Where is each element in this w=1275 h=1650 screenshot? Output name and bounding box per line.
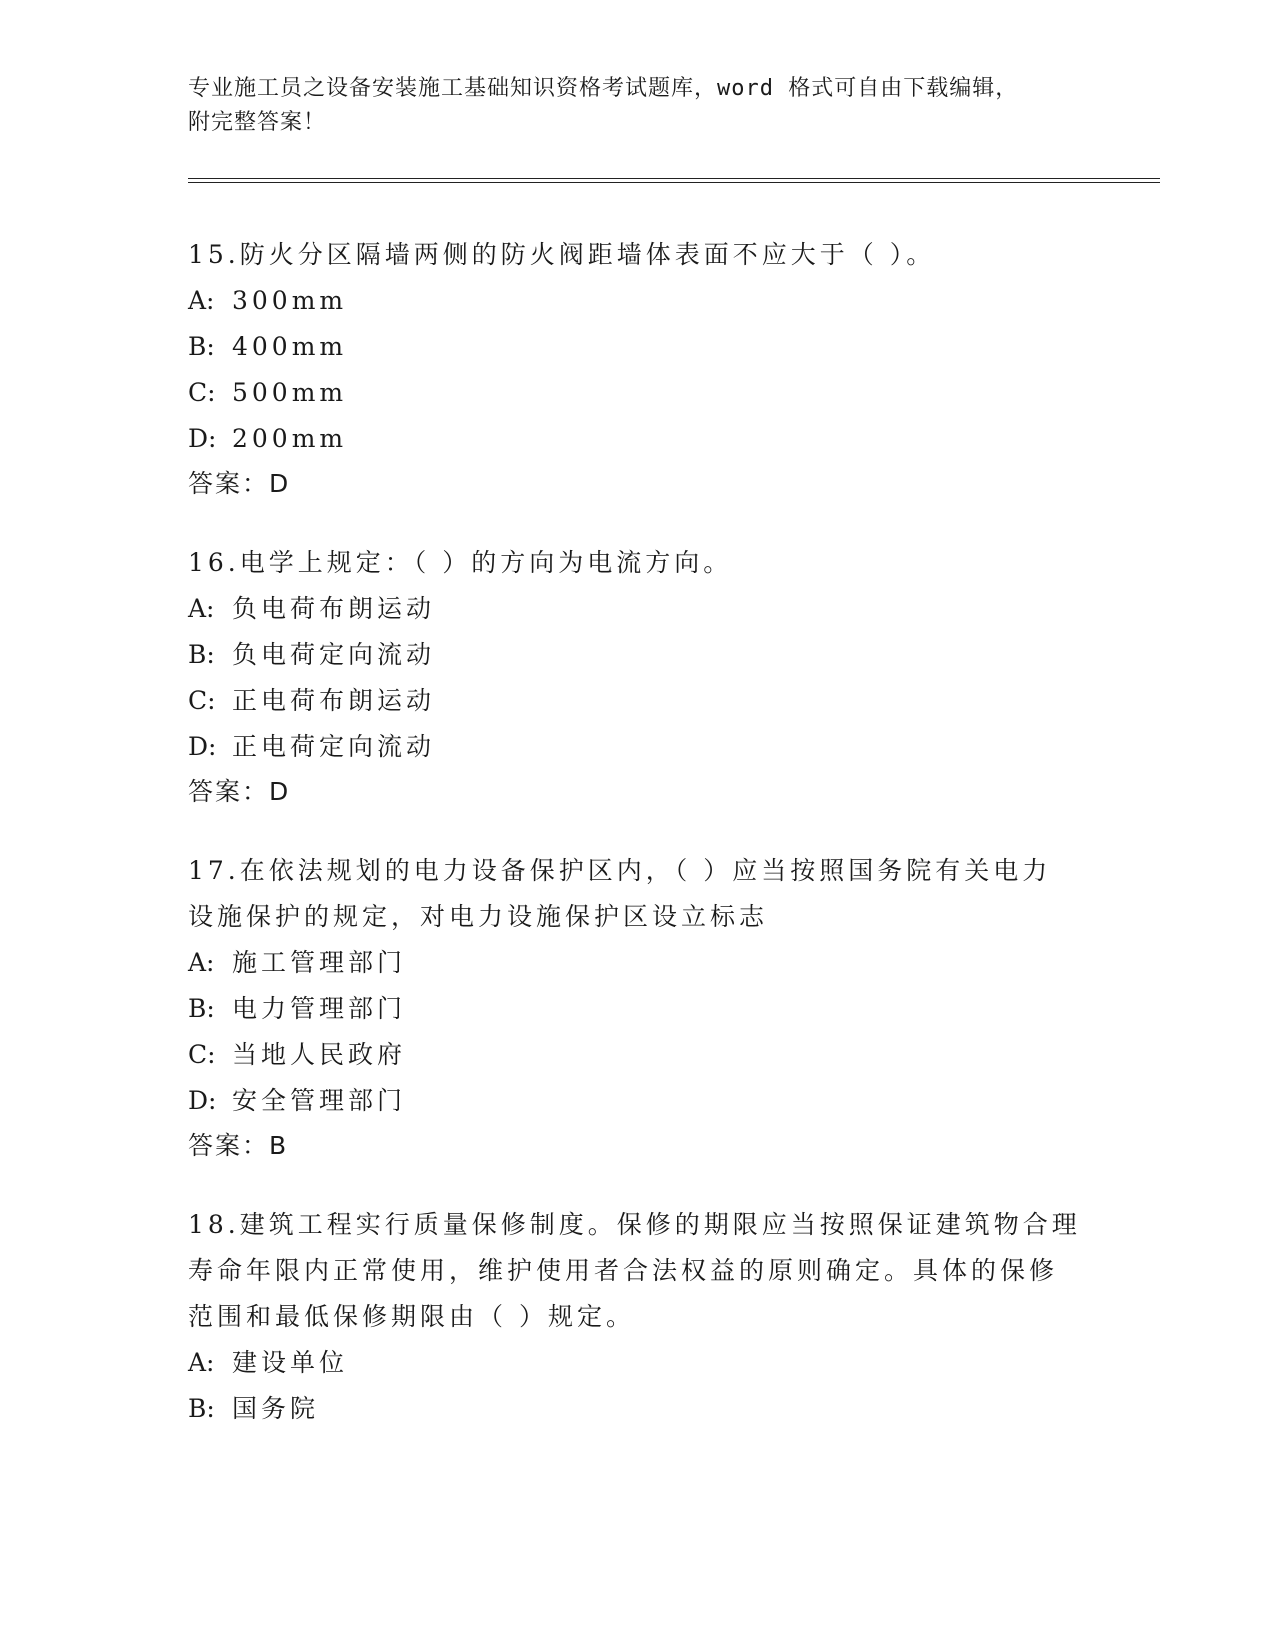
- option-a: [188, 586, 1088, 632]
- option-text: 国务院: [232, 1394, 320, 1423]
- question-stem: [188, 848, 1088, 940]
- header-line-1: 专业施工员之设备安装施工基础知识资格考试题库，word 格式可自由下载编辑，: [188, 76, 1019, 101]
- option-letter: B:: [188, 1394, 215, 1423]
- question-stem: [188, 540, 1088, 586]
- option-text: 正电荷布朗运动: [232, 686, 436, 715]
- option-b: [188, 986, 1088, 1032]
- option-letter: D:: [188, 1086, 217, 1115]
- question-stem-line: 范围和最低保修期限由（ ）规定。: [188, 1302, 635, 1331]
- question-stem-line: 设施保护的规定，对电力设施保护区设立标志: [188, 902, 769, 931]
- option-text: 安全管理部门: [232, 1086, 407, 1115]
- question-16: [188, 540, 1088, 814]
- option-text: 电力管理部门: [232, 994, 407, 1023]
- question-17: [188, 848, 1088, 1168]
- question-stem: [188, 232, 1088, 278]
- option-b: [188, 324, 1088, 370]
- option-c: [188, 370, 1088, 416]
- option-letter: C:: [188, 1040, 216, 1069]
- option-d: [188, 416, 1088, 462]
- option-a: [188, 1340, 1088, 1386]
- option-letter: A:: [188, 594, 215, 623]
- question-list: [188, 232, 1088, 1466]
- option-letter: A:: [188, 1348, 215, 1377]
- option-c: [188, 1032, 1088, 1078]
- option-text: 施工管理部门: [232, 948, 407, 977]
- option-text: 负电荷布朗运动: [232, 594, 436, 623]
- document-header: [188, 72, 1088, 140]
- answer-line: 答案：D: [188, 777, 291, 806]
- question-18: [188, 1202, 1088, 1432]
- option-text: 400mm: [232, 332, 348, 361]
- option-c: [188, 678, 1088, 724]
- question-stem-line: 寿命年限内正常使用，维护使用者合法权益的原则确定。具体的保修: [188, 1256, 1059, 1285]
- question-stem: [188, 1202, 1088, 1340]
- option-text: 300mm: [232, 286, 348, 315]
- option-b: [188, 632, 1088, 678]
- option-letter: C:: [188, 686, 216, 715]
- option-d: [188, 1078, 1088, 1124]
- option-text: 当地人民政府: [232, 1040, 407, 1069]
- question-15: [188, 232, 1088, 506]
- option-letter: A:: [188, 286, 215, 315]
- option-text: 正电荷定向流动: [232, 732, 436, 761]
- question-stem-line: 18.建筑工程实行质量保修制度。保修的期限应当按照保证建筑物合理: [188, 1210, 1081, 1239]
- option-letter: B:: [188, 994, 215, 1023]
- option-letter: D:: [188, 732, 217, 761]
- option-letter: B:: [188, 332, 215, 361]
- option-text: 负电荷定向流动: [232, 640, 436, 669]
- question-stem-line: 17.在依法规划的电力设备保护区内，（ ）应当按照国务院有关电力: [188, 856, 1052, 885]
- option-letter: A:: [188, 948, 215, 977]
- option-text: 建设单位: [232, 1348, 349, 1377]
- option-b: [188, 1386, 1088, 1432]
- question-stem-line: 16.电学上规定：（ ）的方向为电流方向。: [188, 548, 733, 577]
- header-line-2: 附完整答案！: [188, 110, 327, 135]
- option-letter: B:: [188, 640, 215, 669]
- option-text: 200mm: [232, 424, 348, 453]
- question-stem-line: 15.防火分区隔墙两侧的防火阀距墙体表面不应大于（ ）。: [188, 240, 936, 269]
- option-text: 500mm: [232, 378, 348, 407]
- option-d: [188, 724, 1088, 770]
- option-a: [188, 940, 1088, 986]
- option-letter: C:: [188, 378, 216, 407]
- option-letter: D:: [188, 424, 217, 453]
- option-a: [188, 278, 1088, 324]
- answer-line: 答案：D: [188, 469, 291, 498]
- answer-line: 答案：B: [188, 1131, 289, 1160]
- header-divider: [188, 178, 1160, 183]
